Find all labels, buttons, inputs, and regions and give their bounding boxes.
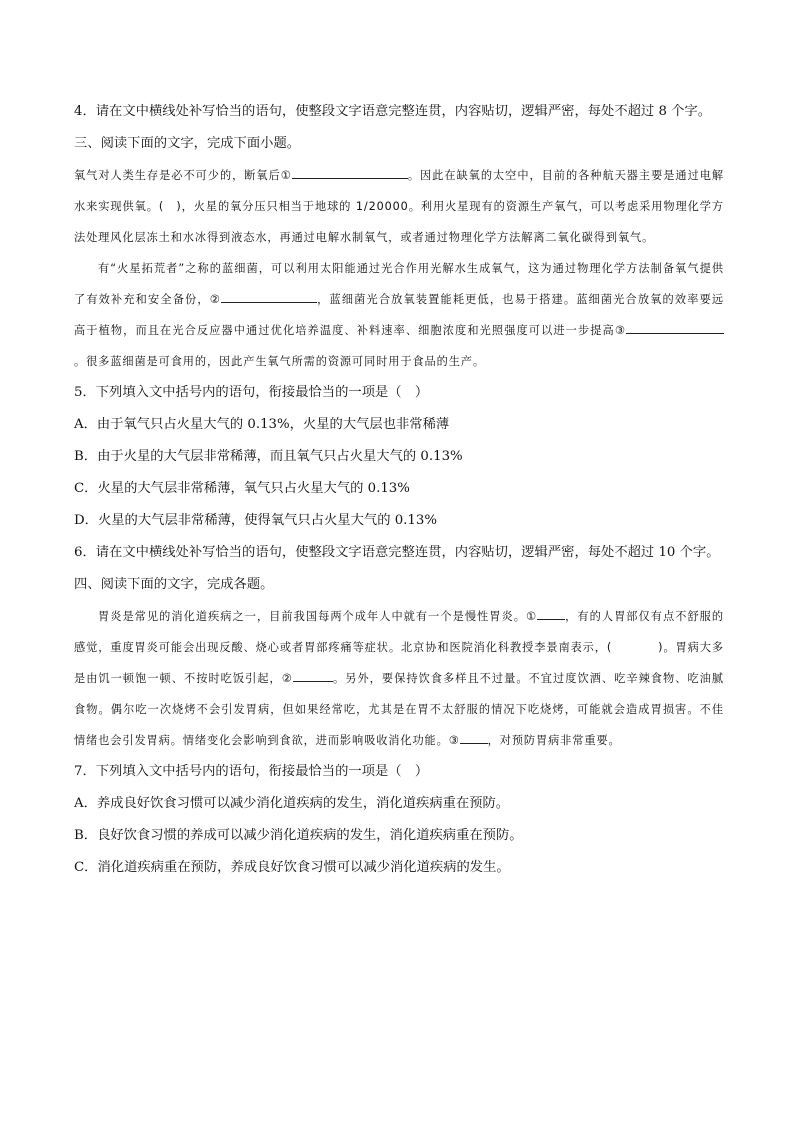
blank-marker: ② — [281, 672, 293, 685]
passage-text: )。胃病大多是由饥一顿饱一顿、不按时吃饭引起， — [74, 641, 724, 685]
passage-text: ，对预防胃病非常重要。 — [487, 734, 621, 747]
passage-text: 氧气对人类生存是必不可少的，断氧后 — [74, 169, 281, 182]
fill-blank-3[interactable] — [460, 730, 488, 744]
passage-paragraph — [74, 601, 724, 756]
passage-text: 。很多蓝细菌是可食用的，因此产生氧气所需的资源可同时用于食品的生产。 — [74, 355, 485, 368]
blank-marker: ③ — [448, 734, 460, 747]
fill-blank-2[interactable] — [221, 289, 317, 303]
passage-text: 有“火星拓荒者”之称的蓝细菌，可以利用太阳能通过光合作用光解水生成氧气，这为通过物理化学方法制备氧气提供了有效补充和安全备份， — [74, 262, 724, 306]
blank-marker: ③ — [614, 324, 626, 337]
passage-text: ，有的人胃部仅有点不舒服的感觉，重度胃炎可能会出现反酸、烧心或者胃部疼痛等症状。北京协和医院消化科教授李景南表示，( — [74, 610, 724, 654]
section-4-heading: 四、阅读下面的文字，完成各题。 — [74, 577, 274, 592]
passage-text: ，蓝细菌光合放氧装置能耗更低，也易于搭建。蓝细菌光合放氧的效率要远高于植物，而且在光合反应器中通过优化培养温度、补料速率、细胞浓度和光照强度可以进一步提高 — [74, 293, 724, 337]
question-6: 6．请在文中横线处补写恰当的语句，使整段文字语意完整连贯，内容贴切，逻辑严密，每处不超过 10 个字。 — [74, 545, 720, 560]
question-7-stem: 7．下列填入文中括号内的语句，衔接最恰当的一项是（ ） — [74, 764, 429, 779]
blank-marker: ① — [280, 169, 292, 182]
option-7a[interactable]: A．养成良好饮食习惯可以减少消化道疾病的发生，消化道疾病重在预防。 — [74, 796, 510, 811]
fill-blank-1[interactable] — [537, 606, 565, 620]
fill-blank-3[interactable] — [626, 320, 724, 334]
passage-text: 胃炎是常见的消化道疾病之一，目前我国每两个成年人中就有一个是慢性胃炎。 — [98, 610, 526, 623]
passage-paragraph — [74, 253, 724, 377]
passage-text: 。因此在缺氧的太空中，目前的各种航天器主要是通过电解水来实现供氧。( )，火星的氧分压只相当于地球的 1/20000。利用火星现有的资源生产氧气，可以考虑采用物理化学方法处理风化层冻土和水冰得到液态水，再通过电解水制氧气，或者通过物理化学方法解离二氧化碳得到氧气。 — [74, 169, 724, 244]
exam-page — [74, 96, 724, 884]
fill-blank-1[interactable] — [292, 165, 408, 179]
passage-gastritis — [74, 601, 724, 756]
option-7b[interactable]: B．良好饮食习惯的养成可以减少消化道疾病的发生，消化道疾病重在预防。 — [74, 828, 523, 843]
blank-marker: ① — [525, 610, 538, 623]
option-5c[interactable]: C．火星的大气层非常稀薄，氧气只占火星大气的 0.13% — [74, 481, 410, 496]
option-5a[interactable]: A．由于氧气只占火星大气的 0.13%，火星的大气层也非常稀薄 — [74, 417, 450, 432]
passage-paragraph — [74, 160, 724, 253]
option-5d[interactable]: D．火星的大气层非常稀薄，使得氧气只占火星大气的 0.13% — [74, 513, 437, 528]
option-5b[interactable]: B．由于火星的大气层非常稀薄，而且氧气只占火星大气的 0.13% — [74, 449, 463, 464]
option-7c[interactable]: C．消化道疾病重在预防，养成良好饮食习惯可以减少消化道疾病的发生。 — [74, 860, 510, 875]
section-3-heading: 三、阅读下面的文字，完成下面小题。 — [74, 136, 301, 151]
blank-marker: ② — [209, 293, 221, 306]
passage-text: 。另外，要保持饮食多样且不过量。不宜过度饮酒、吃辛辣食物、吃油腻食物。偶尔吃一次烧烤不会引发胃病，但如果经常吃，尤其是在胃不太舒服的情况下吃烧烤，可能就会造成胃损害。不佳情绪也会引发胃病。情绪变化会影响到食欲，进而影响吸收消化功能。 — [74, 672, 724, 747]
question-4: 4．请在文中横线处补写恰当的语句，使整段文字语意完整连贯，内容贴切，逻辑严密，每处不超过 8 个字。 — [74, 104, 712, 119]
question-5-stem: 5．下列填入文中括号内的语句，衔接最恰当的一项是（ ） — [74, 385, 429, 400]
passage-mars-oxygen — [74, 160, 724, 377]
fill-blank-2[interactable] — [293, 668, 333, 682]
